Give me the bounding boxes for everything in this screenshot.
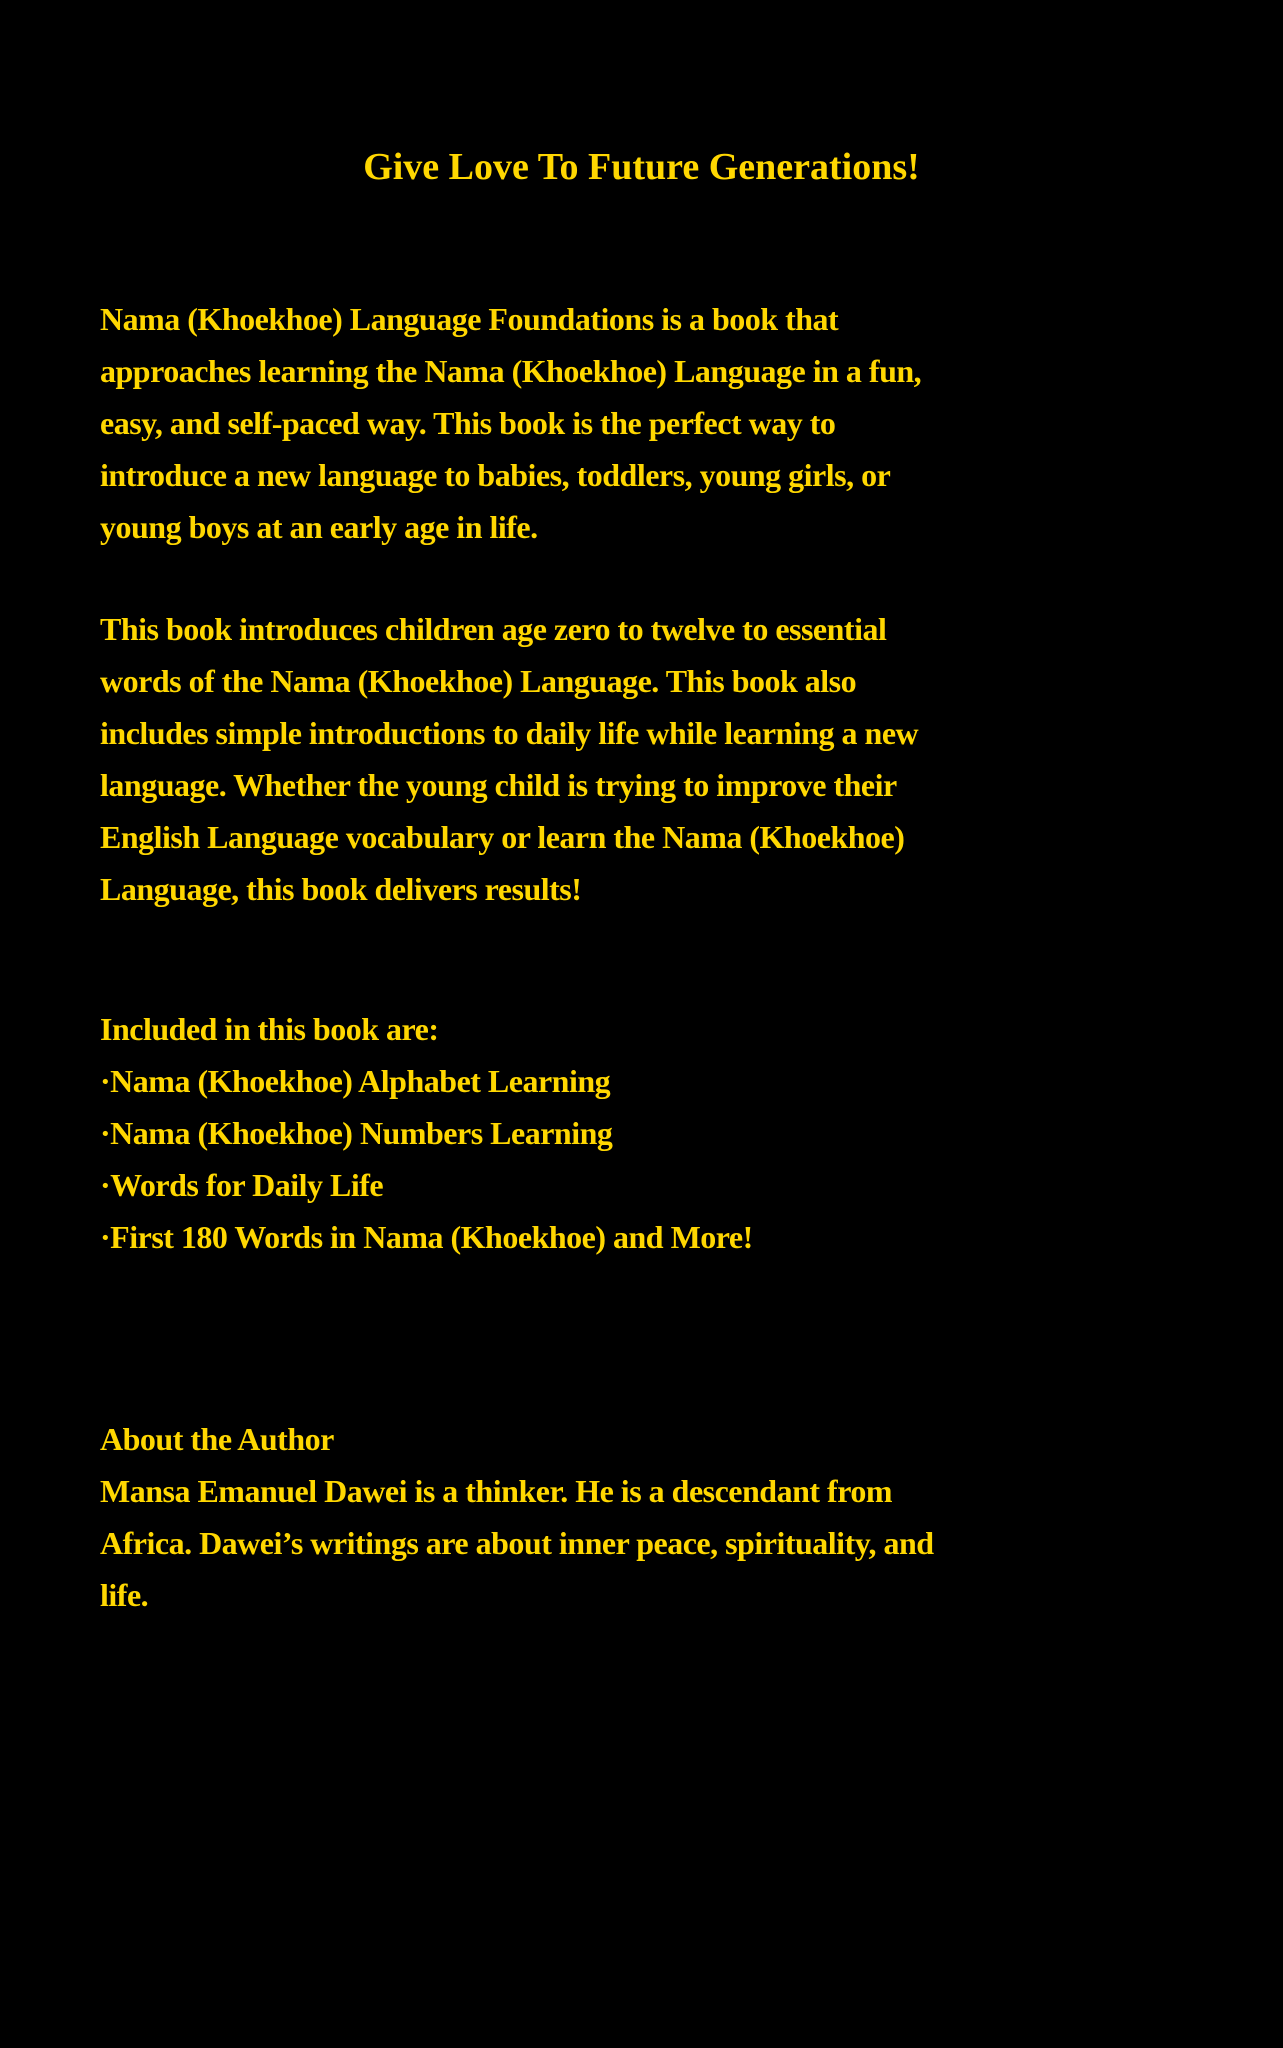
paragraph-line: Language, this book delivers results! bbox=[100, 871, 582, 907]
list-item: ·Nama (Khoekhoe) Alphabet Learning bbox=[100, 1063, 611, 1099]
included-heading: Included in this book are: bbox=[100, 1011, 439, 1047]
paragraph-line: young boys at an early age in life. bbox=[100, 509, 538, 545]
paragraph-line: Nama (Khoekhoe) Language Foundations is a book that bbox=[100, 301, 839, 337]
list-item: ·Words for Daily Life bbox=[100, 1167, 384, 1203]
list-item: ·First 180 Words in Nama (Khoekhoe) and More! bbox=[100, 1219, 753, 1255]
page-title: Give Love To Future Generations! bbox=[363, 146, 920, 188]
about-heading: About the Author bbox=[100, 1421, 334, 1457]
paragraph-line: This book introduces children age zero to twelve to essential bbox=[100, 611, 887, 647]
paragraph-line: includes simple introductions to daily life while learning a new bbox=[100, 715, 919, 751]
about-line: life. bbox=[100, 1577, 149, 1613]
paragraph-line: easy, and self-paced way. This book is the perfect way to bbox=[100, 405, 836, 441]
about-author-section bbox=[100, 1413, 1200, 1621]
included-section bbox=[100, 1003, 1200, 1263]
paragraph-line: approaches learning the Nama (Khoekhoe) Language in a fun, bbox=[100, 353, 922, 389]
paragraph-line: words of the Nama (Khoekhoe) Language. This book also bbox=[100, 663, 857, 699]
paragraph-line: language. Whether the young child is trying to improve their bbox=[100, 767, 897, 803]
paragraph-details bbox=[100, 603, 1200, 915]
list-item: ·Nama (Khoekhoe) Numbers Learning bbox=[100, 1115, 613, 1151]
content-column bbox=[100, 293, 1200, 1621]
about-line: Mansa Emanuel Dawei is a thinker. He is a descendant from bbox=[100, 1473, 892, 1509]
paragraph-intro bbox=[100, 293, 1200, 553]
paragraph-line: English Language vocabulary or learn the Nama (Khoekhoe) bbox=[100, 819, 905, 855]
about-line: Africa. Dawei’s writings are about inner peace, spirituality, and bbox=[100, 1525, 934, 1561]
paragraph-line: introduce a new language to babies, toddlers, young girls, or bbox=[100, 457, 891, 493]
